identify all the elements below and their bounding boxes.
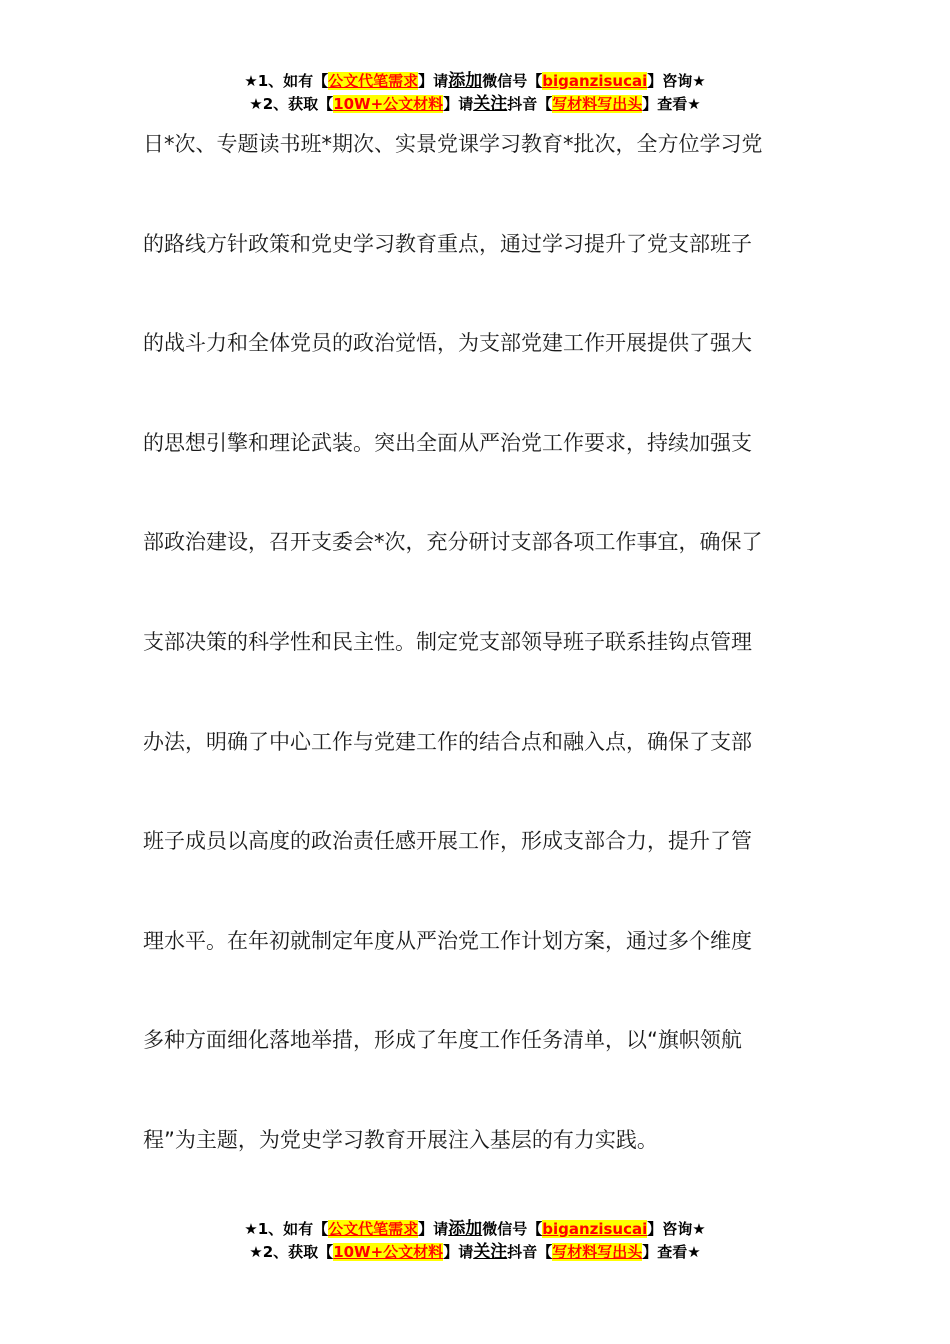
body-line: 办法，明确了中心工作与党建工作的结合点和融入点，确保了支部 — [143, 729, 752, 754]
body-line: 日*次、专题读书班*期次、实景党课学习教育*批次，全方位学习党 — [143, 132, 763, 156]
highlight-wechat-id: biganzisucai — [542, 72, 648, 90]
emphasis-text: 关注 — [473, 1242, 508, 1262]
banner-text: ★1、如有【 — [244, 72, 329, 90]
body-line: 的思想引擎和理论武装。突出全面从严治党工作要求，持续加强支 — [143, 430, 752, 455]
highlight-douyin-account: 写材料写出头 — [552, 1243, 643, 1261]
footer-banner — [0, 1218, 950, 1264]
banner-text: 微信号【 — [482, 1220, 543, 1238]
highlight-service: 公文代笔需求 — [328, 1220, 419, 1238]
banner-text: 抖音【 — [507, 95, 553, 113]
body-line: 支部决策的科学性和民主性。制定党支部领导班子联系挂钩点管理 — [143, 629, 752, 654]
banner-line-1 — [0, 1218, 950, 1241]
body-line: 程”为主题，为党史学习教育开展注入基层的有力实践。 — [143, 1127, 658, 1152]
banner-text: 】请 — [418, 1220, 449, 1238]
banner-text: 】查看★ — [642, 95, 701, 113]
banner-text: 】咨询★ — [647, 72, 706, 90]
banner-text: 】咨询★ — [647, 1220, 706, 1238]
banner-text: 】请 — [418, 72, 449, 90]
body-line: 的战斗力和全体党员的政治觉悟，为支部党建工作开展提供了强大 — [143, 331, 752, 356]
banner-line-2 — [0, 1241, 950, 1264]
banner-text: 微信号【 — [482, 72, 543, 90]
banner-text: ★2、获取【 — [249, 95, 334, 113]
body-line: 部政治建设，召开支委会*次，充分研讨支部各项工作事宜，确保了 — [143, 530, 763, 555]
header-banner — [0, 70, 950, 116]
banner-text: 】查看★ — [642, 1243, 701, 1261]
body-line: 理水平。在年初就制定年度从严治党工作计划方案，通过多个维度 — [143, 928, 752, 953]
body-line: 多种方面细化落地举措，形成了年度工作任务清单，以“旗帜领航 — [143, 1028, 742, 1053]
body-line: 的路线方针政策和党史学习教育重点，通过学习提升了党支部班子 — [143, 231, 752, 256]
banner-text: 】请 — [443, 95, 474, 113]
banner-text: 】请 — [443, 1243, 474, 1261]
banner-line-1 — [0, 70, 950, 93]
body-line: 班子成员以高度的政治责任感开展工作，形成支部合力，提升了管 — [143, 829, 752, 854]
banner-line-2 — [0, 93, 950, 116]
emphasis-text: 添加 — [448, 1219, 483, 1239]
highlight-service: 公文代笔需求 — [328, 72, 419, 90]
highlight-materials: 10W+公文材料 — [333, 95, 444, 113]
banner-text: ★1、如有【 — [244, 1220, 329, 1238]
highlight-douyin-account: 写材料写出头 — [552, 95, 643, 113]
banner-text: ★2、获取【 — [249, 1243, 334, 1261]
emphasis-text: 添加 — [448, 71, 483, 91]
highlight-materials: 10W+公文材料 — [333, 1243, 444, 1261]
document-body — [143, 124, 808, 1220]
emphasis-text: 关注 — [473, 94, 508, 114]
banner-text: 抖音【 — [507, 1243, 553, 1261]
highlight-wechat-id: biganzisucai — [542, 1220, 648, 1238]
